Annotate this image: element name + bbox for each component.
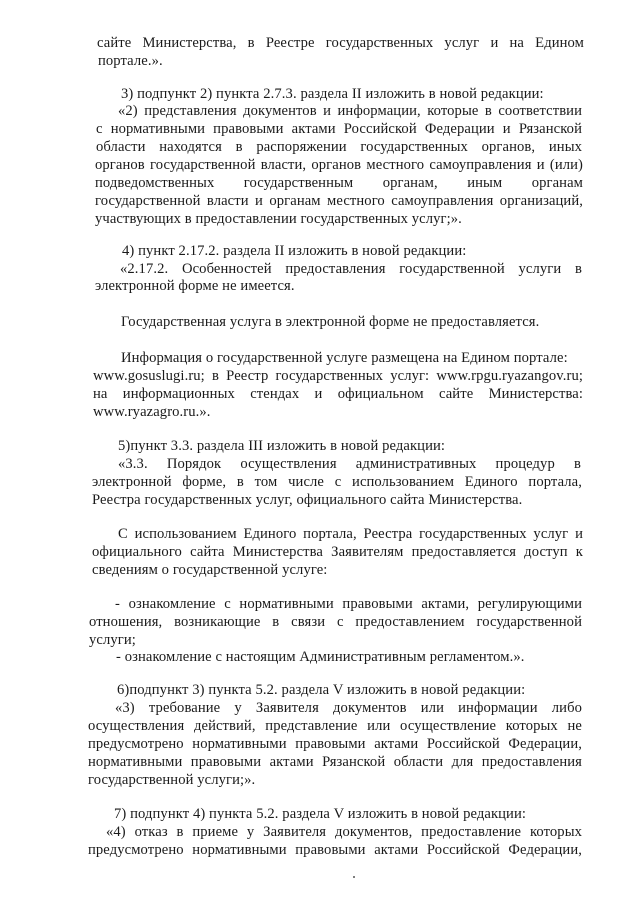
text-line: услуги; [89,632,136,648]
text-line: государственной услуги;». [88,772,256,788]
text-line: сведениям о государственной услуге: [92,562,328,578]
text-line: «4) отказ в приеме у Заявителя документов, предоставление которых [106,824,582,840]
text-line: «3) требование у Заявителя документов или информации либо [115,700,582,716]
text-line: 3) подпункт 2) пункта 2.7.3. раздела II изложить в новой редакции: [121,86,544,102]
text-line: «2) представления документов и информации, которые в соответствии [118,103,582,119]
text-line: нормативными правовыми актами Рязанской области для предоставления [88,754,582,770]
text-line: предусмотрено нормативными правовыми актами Российской Федерации, [88,842,582,858]
text-line: электронной форме, в том числе с использованием Единого портала, [92,474,582,490]
text-line: сайте Министерства, в Реестре государственных услуг и на Едином [97,35,584,51]
scan-speck [353,876,355,878]
text-line: на информационных стендах и официальном сайте Министерства: [93,386,583,402]
text-line: - ознакомление с нормативными правовыми актами, регулирующими [115,596,582,612]
text-line: Государственная услуга в электронной форме не предоставляется. [121,314,540,330]
text-line: 6)подпункт 3) пункта 5.2. раздела V изложить в новой редакции: [117,682,526,698]
text-line: «2.17.2. Особенностей предоставления государственной услуги в [120,261,582,277]
text-line: подведомственных государственным органам, иным органам [95,175,583,191]
text-line: 4) пункт 2.17.2. раздела II изложить в новой редакции: [122,243,467,259]
text-line: осуществления действий, представление или осуществление которых не [88,718,582,734]
text-line: 5)пункт 3.3. раздела III изложить в новой редакции: [118,438,446,454]
text-line: предусмотрено нормативными правовыми актами Российской Федерации, [88,736,582,752]
text-line: государственной власти и органам местного самоуправления организаций, [95,193,583,209]
text-line: www.ryazagro.ru.». [93,404,211,420]
text-line: www.gosuslugi.ru; в Реестр государственных услуг: www.rpgu.ryazangov.ru; [93,368,583,384]
text-line: области находятся в распоряжении государственных органов, иных [96,139,582,155]
text-line: «3.3. Порядок осуществления административных процедур в [118,456,581,472]
text-line: С использованием Единого портала, Реестра государственных услуг и [118,526,583,542]
text-line: органов государственной власти, органов местного самоуправления и (или) [95,157,583,173]
text-line: Информация о государственной услуге размещена на Едином портале: [121,350,568,366]
text-line: официального сайта Министерства Заявителям предоставляется доступ к [92,544,583,560]
text-line: портале.». [98,53,163,69]
text-line: - ознакомление с настоящим Административным регламентом.». [116,649,525,665]
text-line: Реестра государственных услуг, официального сайта Министерства. [92,492,523,508]
text-line: электронной форме не имеется. [95,278,295,294]
text-line: отношения, возникающие в связи с предоставлением государственной [89,614,582,630]
text-line: участвующих в предоставлении государственных услуг;». [95,211,462,227]
text-line: с нормативными правовыми актами Российской Федерации и Рязанской [96,121,582,137]
text-line: 7) подпункт 4) пункта 5.2. раздела V изложить в новой редакции: [114,806,527,822]
